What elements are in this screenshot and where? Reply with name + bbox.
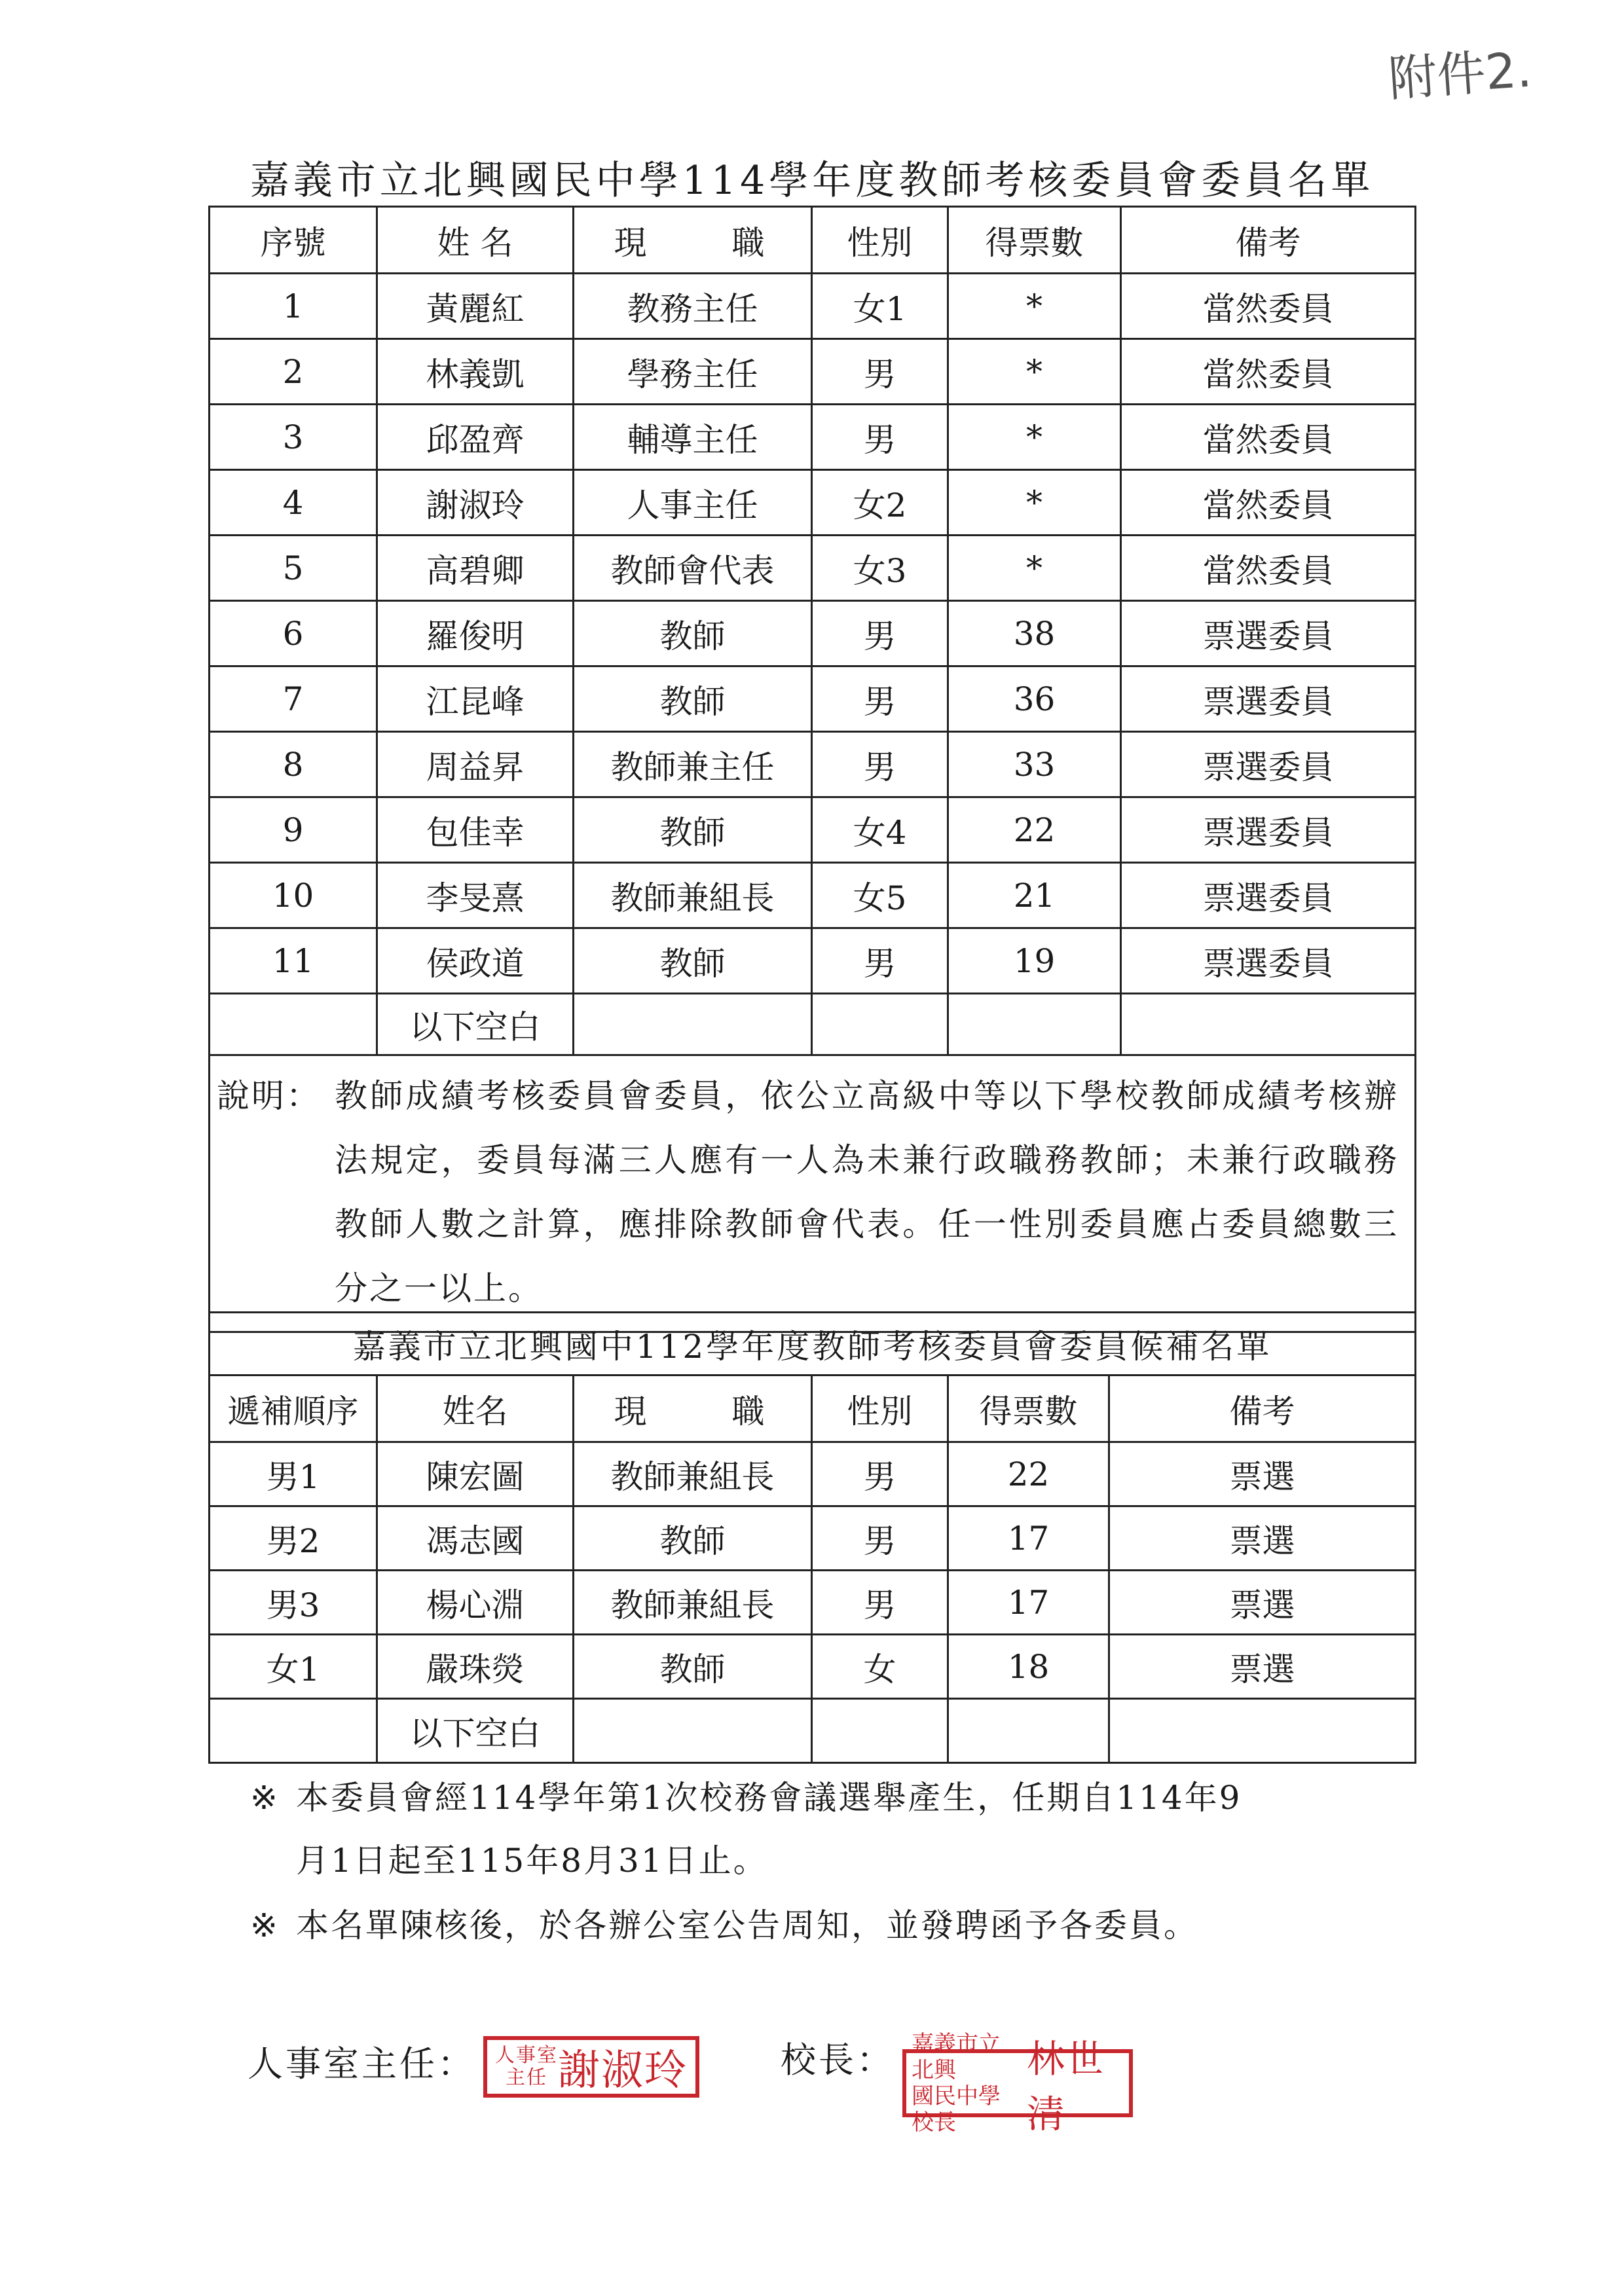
name-cell: 周益昇 — [377, 732, 574, 797]
members-header-row — [210, 207, 1416, 274]
gender-cell: 女2 — [812, 470, 948, 536]
gender-cell: 男 — [812, 1442, 948, 1506]
empty-cell — [1109, 1699, 1416, 1763]
gender-cell: 女 — [812, 1635, 948, 1699]
empty-cell — [574, 994, 812, 1055]
empty-cell — [210, 1699, 377, 1763]
header-name-cell: 姓 名 — [377, 207, 574, 274]
votes-cell: 19 — [948, 928, 1121, 994]
header-position-cell: 現 職 — [574, 1376, 812, 1442]
member-row — [210, 339, 1416, 405]
remark-cell: 票選 — [1109, 1442, 1416, 1506]
alternate-row — [210, 1442, 1416, 1506]
position-cell: 教師 — [574, 1506, 812, 1571]
name-cell: 馮志國 — [377, 1506, 574, 1571]
footnote-term — [250, 1766, 1416, 1892]
votes-cell: * — [948, 470, 1121, 536]
position-cell: 教師會代表 — [574, 536, 812, 601]
name-cell: 謝淑玲 — [377, 470, 574, 536]
principal-label: 校長： — [781, 2039, 895, 2081]
name-cell: 林義凱 — [377, 339, 574, 405]
note-label: 說明： — [217, 1077, 321, 1115]
footnote-term-line1: 本委員會經114學年第1次校務會議選舉產生，任期自114年9 — [296, 1779, 1242, 1817]
reference-mark: ※ — [250, 1779, 280, 1817]
position-cell: 教師 — [574, 928, 812, 994]
remark-cell: 票選委員 — [1121, 666, 1416, 732]
alternate-row — [210, 1571, 1416, 1635]
serial-cell: 5 — [210, 536, 377, 601]
members-blank-row — [210, 994, 1416, 1055]
name-cell: 包佳幸 — [377, 797, 574, 863]
votes-cell: * — [948, 405, 1121, 470]
footnote-announcement — [250, 1894, 1416, 1957]
position-cell: 教師兼組長 — [574, 863, 812, 928]
alternates-table — [208, 1311, 1416, 1764]
votes-cell: 18 — [948, 1635, 1109, 1699]
alternate-row — [210, 1635, 1416, 1699]
serial-cell: 3 — [210, 405, 377, 470]
name-cell: 江昆峰 — [377, 666, 574, 732]
remark-cell: 當然委員 — [1121, 470, 1416, 536]
name-cell: 黃麗紅 — [377, 274, 574, 339]
position-cell: 教師 — [574, 666, 812, 732]
gender-cell: 女3 — [812, 536, 948, 601]
gender-cell: 男 — [812, 1506, 948, 1571]
position-cell: 人事主任 — [574, 470, 812, 536]
position-cell: 輔導主任 — [574, 405, 812, 470]
empty-cell — [948, 1699, 1109, 1763]
votes-cell: * — [948, 339, 1121, 405]
alternates-blank-row — [210, 1699, 1416, 1763]
position-cell: 教師 — [574, 797, 812, 863]
document-title: 嘉義市立北興國民中學114學年度教師考核委員會委員名單 — [249, 158, 1375, 204]
gender-cell: 男 — [812, 1571, 948, 1635]
serial-cell: 7 — [210, 666, 377, 732]
gender-cell: 女4 — [812, 797, 948, 863]
serial-cell: 6 — [210, 601, 377, 666]
serial-cell: 8 — [210, 732, 377, 797]
votes-cell: 33 — [948, 732, 1121, 797]
reference-mark: ※ — [250, 1906, 280, 1944]
order-cell: 男3 — [210, 1571, 377, 1635]
votes-cell: 36 — [948, 666, 1121, 732]
header-order-cell: 遞補順序 — [210, 1376, 377, 1442]
order-cell: 男1 — [210, 1442, 377, 1506]
position-cell: 教師兼組長 — [574, 1571, 812, 1635]
votes-cell: * — [948, 274, 1121, 339]
gender-cell: 女5 — [812, 863, 948, 928]
votes-cell: 21 — [948, 863, 1121, 928]
remark-cell: 票選委員 — [1121, 928, 1416, 994]
principal-seal — [902, 2031, 1133, 2136]
name-cell: 陳宏圖 — [377, 1442, 574, 1506]
alternates-header-row — [210, 1376, 1416, 1442]
seal-title: 人事室主任 — [495, 2044, 558, 2089]
votes-cell: 22 — [948, 797, 1121, 863]
header-votes-cell: 得票數 — [948, 1376, 1109, 1442]
remark-cell: 當然委員 — [1121, 274, 1416, 339]
member-row — [210, 405, 1416, 470]
header-remark-cell: 備考 — [1121, 207, 1416, 274]
footnote-term-line2: 月1日起至115年8月31日止。 — [296, 1842, 768, 1880]
position-cell: 教師 — [574, 1635, 812, 1699]
votes-cell: 38 — [948, 601, 1121, 666]
remark-cell: 票選委員 — [1121, 863, 1416, 928]
gender-cell: 男 — [812, 339, 948, 405]
seal-name: 謝淑玲 — [558, 2047, 688, 2095]
members-table — [208, 206, 1416, 1333]
gender-cell: 男 — [812, 601, 948, 666]
votes-cell: 17 — [948, 1506, 1109, 1571]
remark-cell: 票選 — [1109, 1635, 1416, 1699]
member-row — [210, 732, 1416, 797]
remark-cell: 票選委員 — [1121, 732, 1416, 797]
header-votes-cell: 得票數 — [948, 207, 1121, 274]
empty-cell — [210, 994, 377, 1055]
gender-cell: 男 — [812, 732, 948, 797]
alternates-title: 嘉義市立北興國中112學年度教師考核委員會委員候補名單 — [210, 1313, 1416, 1376]
votes-cell: 17 — [948, 1571, 1109, 1635]
position-cell: 教師 — [574, 601, 812, 666]
empty-cell — [812, 994, 948, 1055]
gender-cell: 男 — [812, 666, 948, 732]
order-cell: 男2 — [210, 1506, 377, 1571]
gender-cell: 男 — [812, 405, 948, 470]
header-remark-cell: 備考 — [1109, 1376, 1416, 1442]
member-row — [210, 863, 1416, 928]
blank-marker: 以下空白 — [377, 994, 574, 1055]
header-serial-cell: 序號 — [210, 207, 377, 274]
alternates-title-row — [210, 1313, 1416, 1376]
position-cell: 教師兼組長 — [574, 1442, 812, 1506]
position-cell: 學務主任 — [574, 339, 812, 405]
empty-cell — [1121, 994, 1416, 1055]
name-cell: 李旻熹 — [377, 863, 574, 928]
gender-cell: 女1 — [812, 274, 948, 339]
name-cell: 侯政道 — [377, 928, 574, 994]
serial-cell: 2 — [210, 339, 377, 405]
personnel-director-label: 人事室主任： — [248, 2043, 475, 2085]
member-row — [210, 536, 1416, 601]
name-cell: 楊心淵 — [377, 1571, 574, 1635]
name-cell: 羅俊明 — [377, 601, 574, 666]
note-row — [210, 1055, 1416, 1332]
serial-cell: 11 — [210, 928, 377, 994]
member-row — [210, 666, 1416, 732]
personnel-director-seal — [483, 2036, 699, 2098]
remark-cell: 票選 — [1109, 1506, 1416, 1571]
seal-name: 林世清 — [1026, 2037, 1105, 2136]
header-position-cell: 現 職 — [574, 207, 812, 274]
name-cell: 嚴珠熒 — [377, 1635, 574, 1699]
votes-cell: * — [948, 536, 1121, 601]
remark-cell: 票選委員 — [1121, 797, 1416, 863]
member-row — [210, 797, 1416, 863]
serial-cell: 10 — [210, 863, 377, 928]
position-cell: 教師兼主任 — [574, 732, 812, 797]
order-cell: 女1 — [210, 1635, 377, 1699]
attachment-label: 附件2. — [1386, 41, 1534, 108]
header-gender-cell: 性別 — [812, 207, 948, 274]
header-name-cell: 姓名 — [377, 1376, 574, 1442]
empty-cell — [948, 994, 1121, 1055]
member-row — [210, 928, 1416, 994]
note-cell — [210, 1055, 1416, 1332]
member-row — [210, 601, 1416, 666]
seal-school: 嘉義市立北興 國民中學校長 — [912, 2031, 1001, 2136]
serial-cell: 9 — [210, 797, 377, 863]
remark-cell: 當然委員 — [1121, 405, 1416, 470]
serial-cell: 4 — [210, 470, 377, 536]
remark-cell: 當然委員 — [1121, 536, 1416, 601]
remark-cell: 票選 — [1109, 1571, 1416, 1635]
gender-cell: 男 — [812, 928, 948, 994]
member-row — [210, 274, 1416, 339]
remark-cell: 票選委員 — [1121, 601, 1416, 666]
remark-cell: 當然委員 — [1121, 339, 1416, 405]
alternate-row — [210, 1506, 1416, 1571]
serial-cell: 1 — [210, 274, 377, 339]
member-row — [210, 470, 1416, 536]
blank-marker: 以下空白 — [377, 1699, 574, 1763]
name-cell: 邱盈齊 — [377, 405, 574, 470]
empty-cell — [812, 1699, 948, 1763]
header-gender-cell: 性別 — [812, 1376, 948, 1442]
footnote-announcement-line: 本名單陳核後，於各辦公室公告周知，並發聘函予各委員。 — [296, 1906, 1198, 1944]
position-cell: 教務主任 — [574, 274, 812, 339]
empty-cell — [574, 1699, 812, 1763]
note-text: 教師成績考核委員會委員，依公立高級中等以下學校教師成績考核辦法規定，委員每滿三人應有一人為未兼行政職務教師；未兼行政職務教師人數之計算，應排除教師會代表。任一性別委員應占委員總數三分之一以上。 — [335, 1077, 1399, 1307]
name-cell: 高碧卿 — [377, 536, 574, 601]
votes-cell: 22 — [948, 1442, 1109, 1506]
